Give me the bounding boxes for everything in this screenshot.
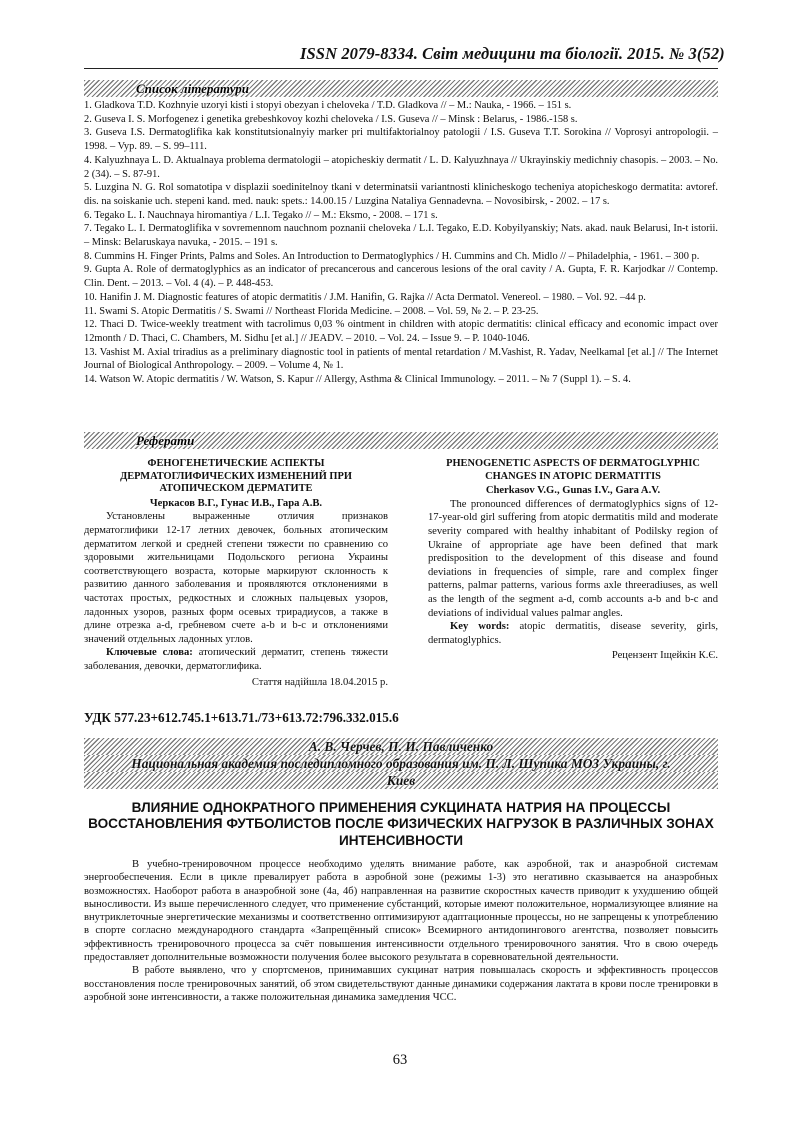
reference-item: 1. Gladkova T.D. Kozhnyie uzoryi kisti i stopyi obezyan i cheloveka / T.D. Gladkova // – M.: Nauka, - 1966. – 151 s. (84, 100, 572, 111)
reference-item: 11. Swami S. Atopic Dermatitis / S. Swami // Northeast Florida Medicine. – 2008. – Vol. 59, № 2. – P. 23-25. (84, 305, 539, 317)
article-title: ВЛИЯНИЕ ОДНОКРАТНОГО ПРИМЕНЕНИЯ СУКЦИНАТА НАТРИЯ НА ПРОЦЕССЫ ВОССТАНОВЛЕНИЯ ФУТБОЛИСТОВ ПОСЛЕ ФИЗИЧЕСКИХ НАГРУЗОК В РАЗЛИЧНЫХ ЗОНАХ ИНТЕНСИВНОСТИ (88, 800, 714, 848)
references-heading: Список літератури (136, 81, 250, 96)
running-header: ISSN 2079-8334. Світ медицини та біології. 2015. № 3(52) (300, 44, 725, 63)
abstract-ru-keywords (84, 646, 388, 673)
abstract-ru-text: Установлены выраженные отличия признаков дерматоглифики 12-17 летних девочек, больных атопическим дерматитом легкой и средней степени тяжести по сравнению со здоровыми жительницами Подольского региона Украины соответствующего возраста, которые маркируют склонность к развитию данного заболевания и проявляются отклонениями в частотах простых, редкостных и сложных пальцевых узоров, ладонных узоров, разных форм осевых трирадиусов, а также в длине отрезка a-d, гребневом счете a-b и b-c и отклонениями значений отдельных ладонных углов. (84, 511, 388, 645)
reference-item: 2. Guseva I. S. Morfogenez i genetika grebeshkovoy kozhi cheloveka / I.S. Guseva // – Minsk : Belarus, - 1986.-158 s. (84, 113, 578, 125)
body-paragraph: В работе выявлено, что у спортсменов, принимавших сукцинат натрия повышалась скорость и эффективность процессов восстановления после тренировочных занятий, об этом свидетельствуют данные динамики содержания лактата в крови после тренировки в аэробной зоне интенсивности, а также положительная динамика замедления ЧСС. (84, 965, 718, 1003)
keywords-label: Key words: (450, 621, 510, 633)
authors-line (84, 738, 718, 755)
abstracts-heading: Реферати (136, 433, 195, 448)
reviewer: Рецензент Іщейкін К.Є. (611, 650, 718, 662)
abstract-en-authors: Cherkasov V.G., Gunas I.V., Gara A.V. (485, 485, 661, 497)
affiliation-line-2 (84, 772, 718, 789)
reference-item: 10. Hanifin J. M. Diagnostic features of atopic dermatitis / J.M. Hanifin, G. Rajka // Acta Dermatol. Venereol. – 1980. – Vol. 92. –44 p. (84, 291, 646, 303)
reference-item: 4. Kalyuzhnaya L. D. Aktualnaya problema dermatologii – atopicheskiy dermatit / L. D. Kalyuzhnaya // Ukrayinskiy medichniy chasopis. – 2003. – No. 2 (34). – S. 87-91. (84, 154, 718, 180)
reference-item: 7. Tegako L. I. Dermatoglifika v sovremennom nauchnom poznanii cheloveka / L.I. Tegako, E.D. Kobyilyanskiy; Nats. akad. nauk Belarusi, In-t istorii. – Minsk: Belaruskaya navuka, - 2015. – 191 s. (84, 223, 718, 249)
abstract-en-keywords (428, 620, 718, 647)
reference-item: 6. Tegako L. I. Nauchnaya hiromantiya / L.I. Tegako // – M.: Eksmo, - 2008. – 171 s. (84, 209, 438, 221)
keywords-label: Ключевые слова: (106, 647, 193, 659)
affiliation: Национальная академия последипломного образования им. П. Л. Шупика МОЗ Украины, г. (131, 756, 671, 771)
reference-item: 14. Watson W. Atopic dermatitis / W. Watson, S. Kapur // Allergy, Asthma & Clinical Immunology. – 2011. – № 7 (Suppl 1). – S. 4. (84, 374, 631, 386)
abstract-ru-title: ФЕНОГЕНЕТИЧЕСКИЕ АСПЕКТЫ ДЕРМАТОГЛИФИЧЕСКИХ ИЗМЕНЕНИЙ ПРИ АТОПИЧЕСКОМ ДЕРМАТИТЕ (120, 458, 352, 495)
abstract-english (428, 458, 718, 663)
abstract-en-text: The pronounced differences of dermatoglyphics signs of 12-17-year-old girl suffering from atopic dermatitis mild and moderate severity compared with healthy inhabitant of Podilsky region of Ukraine of appropriate age have been defined that mark predisposition to the development of this disease and found deviations in frequencies of simple, rare and complex finger patterns, palmar patterns, various forms axle threeradiuses, as well as the length of the segment a-d, comb accounts a-b and b-c and deviations of individual values palmar angles. (428, 498, 718, 619)
affiliation-city: Киев (386, 773, 416, 788)
keywords-text: атопический дерматит, степень тяжести заболевания, девочки, дерматоглифика. (84, 647, 388, 672)
article-authors: А. В. Черчев, П. И. Павличенко (308, 739, 494, 754)
affiliation-line-1 (84, 755, 718, 772)
received-date: Стаття надійшла 18.04.2015 р. (251, 676, 388, 688)
reference-item: 12. Thaci D. Twice-weekly treatment with tacrolimus 0,03 % ointment in children with atopic dermatitis: clinical efficacy and economic impact over 12month / D. Thaci, C. Chambers, M. Sidhu [et al.] // JEADV. – 2010. – Vol. 24. – Issue 9. – P. 1040-1046. (84, 319, 718, 344)
abstract-ru-authors: Черкасов В.Г., Гунас И.В., Гара А.В. (149, 497, 323, 509)
page-number: 63 (392, 1052, 408, 1068)
reference-item: 13. Vashist M. Axial triradius as a preliminary diagnostic tool in patients of mental retardation / M.Vashist, R. Yadav, Neelkamal [et al.] // The Internet Journal of Biological Anthropology. – 2009. – Volume 4, № 1. (84, 346, 718, 372)
reference-list (84, 99, 718, 387)
header-rule (84, 68, 718, 69)
body-paragraph: В учебно-тренировочном процессе необходимо уделять внимание работе, как аэробной, так и анаэробной системам энергообеспечения. Если в цикле превалирует работа в аэробной зоне (режимы 1-3) это негативно сказывается на анаэробных возможностях. Наоборот работа в анаэробной зоне (4а, 4б) направленная на развитие скоростных качеств приводит к ухудшению общей выносливости. Из выше перечисленного следует, что применение субстанций, которые имеют положительное, нормализующее влияние на внутриклеточные энергетические механизмы и соответственно оптимизируют адаптационные процессы, но не запрещены к употреблению в спорте согласно международного стандарта «Запрещённый список» Всемирного антидопингового агентства, позволяет повысить эффективность тренировочного процесса за счёт повышения интенсивности отдельного тренировочного занятия. Что в свою очередь предоставляет дополнительные возможности получения более высокого результата в соревновательной деятельности. (84, 859, 718, 964)
reference-item: 3. Guseva I.S. Dermatoglifika kak konstitutsionalnyiy marker pri multifaktorialnoy patologii / I.S. Guseva T.T. Sorokina // Voprosyi antropologii. – 1998. – Vyp. 89. – S. 99–111. (84, 127, 718, 153)
keywords-text: atopic dermatitis, disease severity, girls, dermatoglyphics. (428, 621, 718, 646)
abstract-en-title: PHENOGENETIC ASPECTS OF DERMATOGLYPHIC CHANGES IN ATOPIC DERMATITIS (446, 458, 700, 482)
reference-item: 9. Gupta A. Role of dermatoglyphics as an indicator of precancerous and cancerous lesions of the oral cavity / A. Gupta, F. R. Karjodkar // Contemp. Clin. Dent. – 2013. – Vol. 4 (4). – P. 448-453. (84, 264, 718, 290)
udk-code: УДК 577.23+612.745.1+613.71./73+613.72:796.332.015.6 (84, 710, 399, 725)
reference-item: 8. Cummins H. Finger Prints, Palms and Soles. An Introduction to Dermatoglyphics / H. Cummins and Ch. Midlo // – Philadelphia, - 1961. – 300 p. (84, 250, 700, 262)
reference-item: 5. Luzgina N. G. Rol somatotipa v displazii soedinitelnoy tkani v determinatsii variantnosti klinicheskogo techeniya atopicheskogo dermatita: avtoref. dis. na soiskanie uch. stepeni kand. med. nauk: spets.: 14.00.15 / Luzgina Nataliya Gennadevna. – Novosibirsk, - 2002. – 17 s. (84, 182, 718, 207)
article-body (84, 858, 718, 1004)
abstract-russian (84, 458, 388, 689)
article-authors-block (84, 738, 718, 789)
